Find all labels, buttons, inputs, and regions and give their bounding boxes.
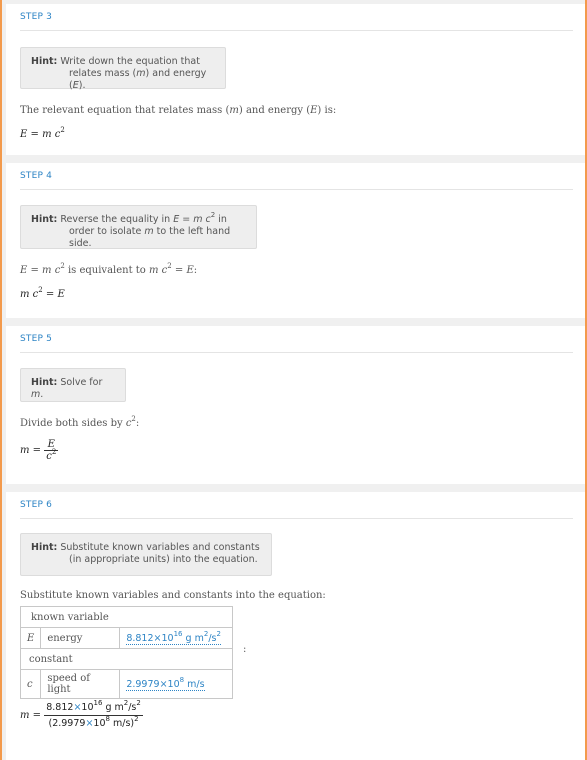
hint-text-line2: order to isolate m to the left hand side. (69, 226, 231, 249)
table-row (21, 628, 233, 649)
divider (20, 518, 573, 519)
equation: m $c^2 = E$ (20, 286, 65, 300)
fraction: $\frac{8.812\times 10^{16} g m^2/s^2}{(2.9979\times 10^8 m/s)^2}$ (46, 699, 141, 729)
divider (20, 189, 573, 190)
hint-label: Hint: (31, 214, 58, 225)
explanation-text: Divide both sides by $c^2$: (20, 415, 140, 429)
hint-box (20, 533, 272, 576)
value-cell (120, 670, 233, 699)
speed-of-light-value-link[interactable]: $2.9979\times 10^8$ m/s (126, 675, 205, 690)
symbol-cell: c (21, 670, 41, 699)
fraction: $\frac{E}{c^2}$ (46, 439, 57, 462)
explanation-text: The relevant equation that relates mass (m) and energy (E) is: (20, 105, 337, 116)
step-6-panel (6, 492, 585, 760)
table-header-known: known variable (21, 607, 233, 628)
step-title: STEP 4 (20, 171, 53, 181)
hint-text: Solve for m. (31, 377, 103, 400)
explanation-text: E = m $c^2$ is equivalent to m $c^2 = E$: (20, 262, 198, 276)
table-header-constant: constant (21, 649, 233, 670)
energy-value-link[interactable]: $8.812\times 10^{16}$ g $m^2/s^2$ (126, 629, 221, 644)
hint-text-line2: relates mass (m) and energy (E). (69, 68, 207, 91)
divider (20, 352, 573, 353)
table-trailing-colon: : (243, 644, 247, 655)
equation: m = $\frac{E}{c^2}$ (20, 439, 57, 462)
explanation-text: Substitute known variables and constants into the equation: (20, 590, 326, 601)
equation: E = m $c^2$ (20, 126, 65, 140)
value-cell (120, 628, 233, 649)
step-3-panel (6, 4, 585, 155)
table-row (21, 670, 233, 699)
symbol-cell: E (21, 628, 41, 649)
hint-label: Hint: (31, 56, 58, 67)
hint-label: Hint: (31, 542, 58, 553)
divider (20, 30, 573, 31)
name-cell: speed of light (41, 670, 120, 699)
hint-label: Hint: (31, 377, 58, 388)
step-title: STEP 5 (20, 334, 53, 344)
step-5-panel (6, 326, 585, 484)
hint-text: Reverse the equality in E = m $c^2$ in (60, 211, 227, 225)
variables-table (20, 606, 233, 699)
hint-text: Write down the equation that (60, 56, 200, 67)
hint-text-line2: (in appropriate units) into the equation. (69, 554, 258, 565)
hint-box (20, 368, 126, 402)
step-4-panel (6, 163, 585, 318)
equation: m = $\frac{8.812\times 10^{16} g m^2/s^2}{(2.9979\times 10^8 m/s)^2}$ (20, 699, 141, 729)
step-title: STEP 3 (20, 12, 53, 22)
hint-box (20, 205, 257, 249)
name-cell: energy (41, 628, 120, 649)
step-title: STEP 6 (20, 500, 53, 510)
hint-box (20, 47, 226, 89)
hint-text: Substitute known variables and constants (60, 542, 260, 553)
